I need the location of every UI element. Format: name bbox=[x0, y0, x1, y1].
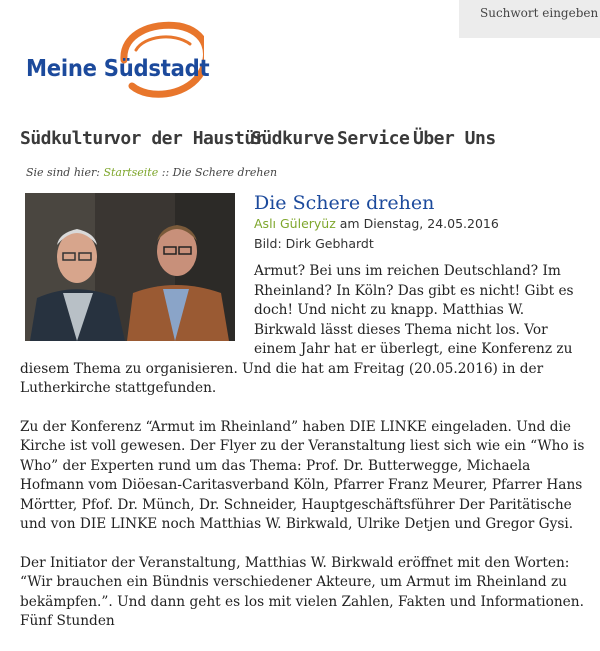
article-paragraph: Der Initiator der Veranstaltung, Matthias W. Birkwald eröffnet mit den Worten: “Wir brauchen ein Bündnis verschiedener Akteure, um Armut im Rheinland zu bekämpfen.”. Und dann geht es los mit vielen Zahlen, Fakten und Informationen. Fünf Stunden bbox=[20, 554, 584, 629]
nav-item-ueber-uns[interactable]: Über Uns bbox=[413, 128, 496, 149]
article-date: am Dienstag, 24.05.2016 bbox=[339, 216, 499, 231]
breadcrumb-prefix: Sie sind hier: bbox=[26, 166, 100, 179]
main-nav bbox=[20, 128, 580, 158]
article-paragraph: Armut? Bei uns im reichen Deutschland? Im Rheinland? In Köln? Das gibt es nicht! Gibt es doch! Und nicht zu knapp. Matthias W. Birkwald lässt dieses Thema nicht los. Vor einem Jahr hat er überlegt, eine Konferenz zu diesem Thema zu organisieren. Und die hat am Freitag (20.05.2016) in der Lutherkirche stattgefunden. bbox=[20, 263, 574, 396]
article-meta bbox=[254, 216, 499, 231]
site-logo[interactable] bbox=[24, 20, 210, 100]
article-title: Die Schere drehen bbox=[254, 192, 435, 214]
nav-item-suedkurve[interactable]: Südkurve bbox=[251, 128, 334, 149]
search-input[interactable]: Suchwort eingeben bbox=[459, 0, 600, 38]
photo-credit: Bild: Dirk Gebhardt bbox=[254, 236, 374, 251]
nav-item-vor-der-haustuer[interactable]: vor der Haustür bbox=[110, 128, 266, 149]
nav-item-suedkultur[interactable]: Südkultur bbox=[20, 128, 114, 149]
article-paragraph: Zu der Konferenz “Armut im Rheinland” haben DIE LINKE eingeladen. Und die Kirche ist voll gewesen. Der Flyer zu der Veranstaltung liest sich wie ein “Who is Who” der Experten rund um das Thema: Prof. Dr. Butterwegge, Michaela Hofmann vom Diöesan-Caritasverband Köln, Pfarrer Franz Meurer, Pfarrer Hans Mörtter, Pfof. Dr. Münch, Dr. Schneider, Hauptgeschäftsführer Der Paritätische und von DIE LINKE noch Matthias W. Birkwald, Ulrike Detjen und Gregor Gysi. bbox=[20, 418, 585, 532]
logo-text: Meine Südstadt bbox=[26, 56, 210, 82]
breadcrumb bbox=[26, 166, 277, 179]
article-body bbox=[20, 262, 590, 651]
breadcrumb-separator: :: bbox=[161, 166, 170, 179]
author-link[interactable]: Aslı Güleryüz bbox=[254, 216, 336, 231]
nav-item-service[interactable]: Service bbox=[337, 128, 410, 149]
breadcrumb-home-link[interactable]: Startseite bbox=[103, 166, 159, 179]
breadcrumb-current: Die Schere drehen bbox=[172, 166, 278, 179]
